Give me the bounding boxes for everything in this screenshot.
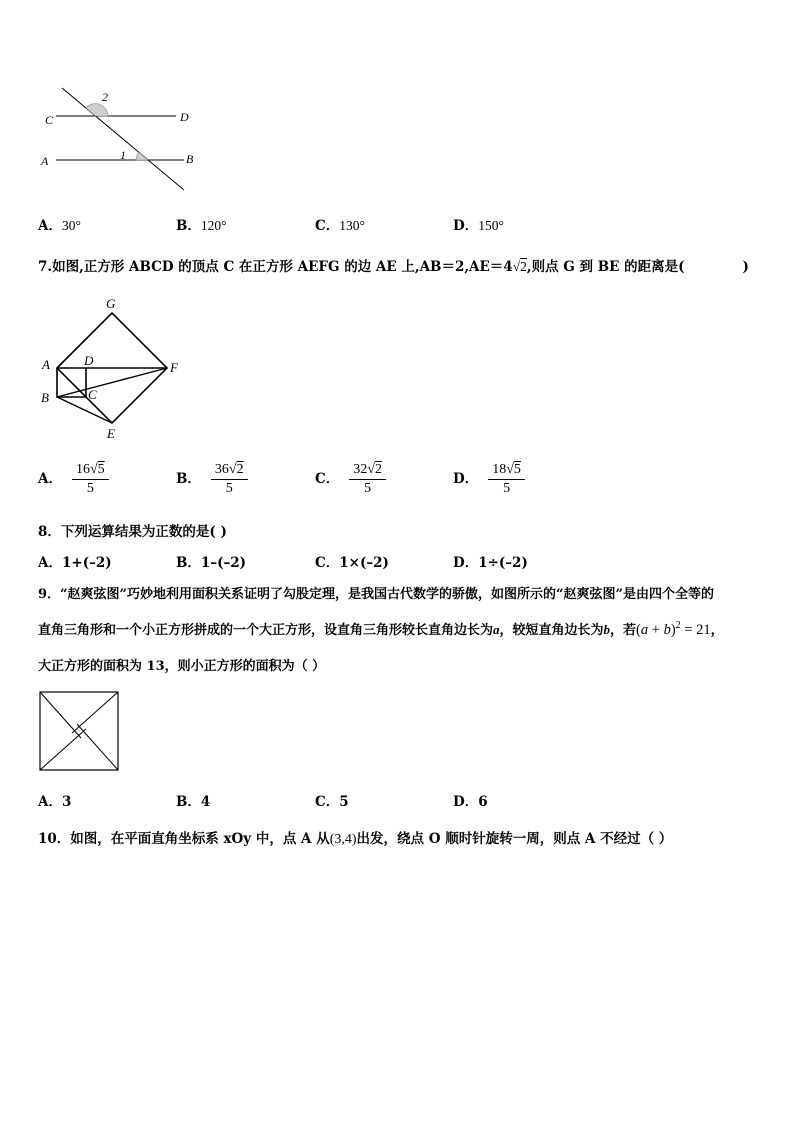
option-letter: B． (176, 218, 201, 234)
q8-option-b[interactable] (176, 551, 246, 571)
option-value: 6 (478, 794, 488, 810)
option-coef: 18 (492, 462, 507, 477)
q9-option-b[interactable] (176, 790, 210, 810)
q8-option-a[interactable] (38, 551, 112, 571)
q9-line-1: 9．“赵爽弦图”巧妙地利用面积关系证明了勾股定理，是我国古代数学的骄傲，如图所示的“赵爽弦图”是由四个全等的 (38, 587, 714, 602)
q6-option-a[interactable] (38, 214, 81, 234)
option-letter: A． (38, 218, 62, 234)
q7-radical: 2 (520, 259, 527, 274)
q6-option-d[interactable] (453, 214, 504, 234)
option-denominator: 5 (86, 481, 94, 496)
option-letter: C． (315, 555, 340, 571)
q7-bracket-close: ) (742, 259, 749, 275)
zhao-shuang-chord-diagram (38, 690, 122, 774)
label-2: 2 (102, 90, 108, 104)
q10-coordinate: (3,4) (329, 832, 357, 847)
angle-1-arc (136, 153, 148, 161)
label-b: B (186, 152, 194, 166)
label-g: G (106, 296, 116, 311)
label-d: D (180, 110, 189, 124)
option-value: 3 (61, 794, 72, 810)
q7-option-a[interactable]: A． $\frac{16√5}{5}$ (38, 462, 109, 497)
option-value: 5 (339, 794, 349, 810)
option-letter: B． (176, 794, 201, 810)
q9-option-a[interactable] (38, 790, 71, 810)
option-value: 120° (200, 218, 227, 233)
label-c: C (45, 113, 54, 127)
option-value: 30° (61, 218, 81, 233)
option-radical: 2 (236, 462, 244, 477)
label-a: A (42, 357, 50, 372)
q9-option-d[interactable] (453, 790, 488, 810)
option-value: 4 (200, 794, 211, 810)
q9-expression: $(a + b)^2 = 21$ (636, 620, 711, 638)
option-coef: 36 (214, 462, 229, 477)
segment-bf (57, 368, 167, 397)
option-value: 130° (339, 218, 365, 233)
q10-text: 10．如图，在平面直角坐标系 xOy 中，点 A 从(3,4)出发，绕点 O 顺时针旋转一周，则点 A 不经过（ ） (38, 831, 673, 847)
option-letter: A． (38, 471, 62, 487)
option-value: 1×(–2) (339, 555, 389, 571)
var-a: a (493, 622, 500, 637)
option-letter: C． (315, 794, 340, 810)
option-denominator: 5 (364, 481, 372, 496)
option-value: 1–(–2) (200, 555, 246, 571)
option-letter: B． (176, 555, 201, 571)
option-letter: C． (315, 471, 340, 487)
q7-text: 7.如图,正方形 ABCD 的顶点 C 在正方形 AEFG 的边 AE 上,AB＝2,AE＝4√2,则点 G 到 BE 的距离是( ) (38, 259, 749, 275)
label-b: B (41, 390, 49, 405)
segment-be (57, 397, 112, 423)
option-radical: 5 (513, 462, 521, 477)
option-letter: D． (453, 555, 479, 571)
option-coef: 16 (75, 462, 90, 477)
q7-squares-figure (36, 294, 186, 444)
option-denominator: 5 (225, 481, 233, 496)
option-letter: D． (453, 794, 479, 810)
q7-text-before: 7.如图,正方形 ABCD 的顶点 C 在正方形 AEFG 的边 AE 上,AB＝2,AE＝4 (38, 259, 513, 275)
option-letter: B． (176, 471, 201, 487)
q8-text: 8．下列运算结果为正数的是( ) (38, 524, 227, 540)
label-a: A (41, 154, 49, 168)
option-radical: 5 (97, 462, 105, 477)
label-1: 1 (120, 148, 126, 162)
q9-option-c[interactable] (315, 790, 349, 810)
option-letter: A． (38, 794, 62, 810)
q7-option-d[interactable]: D． $\frac{18√5}{5}$ (453, 462, 525, 497)
q9-line-3: 大正方形的面积为 13，则小正方形的面积为（ ） (38, 659, 326, 674)
label-f: F (170, 360, 178, 375)
label-d: D (84, 353, 94, 368)
label-c: C (88, 387, 97, 402)
q8-option-d[interactable] (453, 551, 528, 571)
option-letter: D． (453, 218, 479, 234)
option-letter: C． (315, 218, 340, 234)
option-value: 1÷(–2) (478, 555, 528, 571)
outer-square (40, 692, 118, 770)
option-radical: 2 (374, 462, 382, 477)
q7-option-c[interactable]: C． $\frac{32√2}{5}$ (315, 462, 386, 497)
label-e: E (107, 426, 115, 441)
q7-text-after: ,则点 G 到 BE 的距离是( (526, 259, 685, 275)
transversal-line (62, 88, 184, 190)
q6-parallel-lines-figure (36, 84, 206, 196)
q7-option-b[interactable]: B． $\frac{36√2}{5}$ (176, 462, 248, 497)
option-letter: D． (453, 471, 479, 487)
q6-option-b[interactable] (176, 214, 227, 234)
option-value: 150° (478, 218, 504, 233)
option-value: 1+(–2) (61, 555, 112, 571)
q9-line-2: 直角三角形和一个小正方形拼成的一个大正方形，设直角三角形较长直角边长为a，较短直角边长为b，若$(a + b)^2 = 21$， (38, 620, 724, 638)
q6-option-c[interactable] (315, 214, 365, 234)
var-b: b (603, 622, 611, 637)
option-denominator: 5 (503, 481, 511, 496)
option-letter: A． (38, 555, 62, 571)
option-coef: 32 (353, 462, 368, 477)
angle-2-arc (86, 104, 108, 116)
q8-option-c[interactable] (315, 551, 389, 571)
